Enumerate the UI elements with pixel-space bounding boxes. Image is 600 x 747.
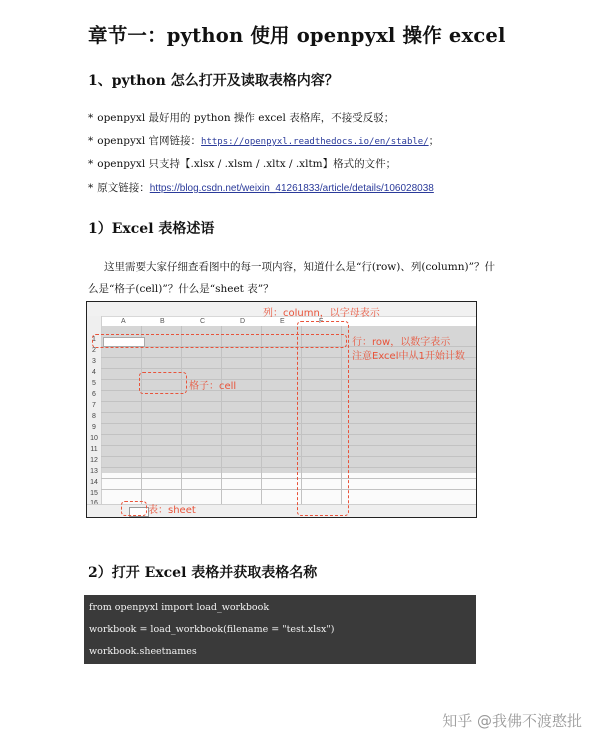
bullet-suffix: ；	[428, 135, 440, 147]
section-heading-excel-terms: 1）Excel 表格述语	[88, 221, 215, 237]
bullet-star: *	[88, 158, 94, 170]
row-number: 10	[90, 435, 98, 442]
row-number: 2	[92, 347, 96, 354]
row-number: 4	[92, 369, 96, 376]
row-number: 1	[92, 336, 96, 343]
grid-row-line	[101, 423, 476, 424]
grid-row-line	[101, 456, 476, 457]
sheet-annotation: 表：sheet	[148, 505, 196, 516]
paragraph-line: 么是“格子(cell)”？什么是“sheet 表”？	[88, 283, 274, 295]
grid-row-line	[101, 489, 476, 490]
cell-highlight-box	[139, 372, 187, 394]
openpyxl-docs-link[interactable]: https://openpyxl.readthedocs.io/en/stable/	[201, 137, 429, 147]
row-number: 14	[90, 479, 98, 486]
bullet-text: openpyxl 官网链接：	[97, 135, 202, 147]
code-line: from openpyxl import load_workbook	[89, 602, 270, 613]
bullet-text: openpyxl 最好用的 python 操作 excel 表格库，不接受反驳；	[97, 112, 395, 124]
column-header: A	[121, 318, 126, 325]
grid-row-line	[101, 478, 476, 479]
column-header: D	[240, 318, 246, 325]
code-line: workbook = load_workbook(filename = "test.xlsx")	[89, 624, 335, 635]
row-number: 6	[92, 391, 96, 398]
row-number: 12	[90, 457, 98, 464]
source-article-link[interactable]: https://blog.csdn.net/weixin_41261833/article/details/106028038	[149, 183, 434, 194]
page-title: 章节一：python 使用 openpyxl 操作 excel	[88, 24, 506, 47]
row-number: 9	[92, 424, 96, 431]
grid-row-line	[101, 368, 476, 369]
grid-row-line	[101, 445, 476, 446]
bullet-item	[88, 110, 394, 125]
grid-row-line	[101, 412, 476, 413]
row-number: 13	[90, 468, 98, 475]
bullet-item	[88, 156, 396, 171]
bullet-star: *	[88, 182, 94, 194]
row-number: 15	[90, 490, 98, 497]
bullet-item	[88, 133, 439, 148]
bullet-star: *	[88, 112, 94, 124]
section-heading-open-read: 1、python 怎么打开及读取表格内容？	[88, 73, 339, 89]
column-header: B	[160, 318, 165, 325]
grid-row-line	[101, 467, 476, 468]
cell-annotation: 格子：cell	[189, 381, 237, 392]
paragraph-line: 这里需要大家仔细查看图中的每一项内容，知道什么是“行(row)、列(column)”？什	[104, 261, 495, 273]
zhihu-watermark: 知乎 @我佛不渡憨批	[442, 712, 582, 730]
column-annotation: 列：column，以字母表示	[263, 308, 380, 319]
row-number: 3	[92, 358, 96, 365]
column-highlight-box	[297, 321, 349, 516]
column-header: F	[319, 318, 324, 325]
row-number: 11	[90, 446, 98, 453]
column-header: E	[280, 318, 285, 325]
row-number: 5	[92, 380, 96, 387]
code-line: workbook.sheetnames	[89, 646, 197, 657]
row-number: 7	[92, 402, 96, 409]
section-heading-open-sheetnames: 2）打开 Excel 表格并获取表格名称	[88, 565, 318, 581]
code-block	[84, 595, 476, 664]
bullet-item	[88, 180, 434, 195]
grid-row-line	[101, 434, 476, 435]
row-annotation: 行：row，以数字表示	[352, 337, 451, 348]
grid-row-line	[101, 401, 476, 402]
column-header: C	[200, 318, 206, 325]
row-number: 8	[92, 413, 96, 420]
bullet-text: openpyxl 只支持【.xlsx / .xlsm / .xltx / .xltm】格式的文件；	[97, 158, 397, 170]
row-annotation-note: 注意Excel中从1开始计数	[352, 351, 465, 362]
sheet-highlight-box	[121, 501, 147, 516]
bullet-star: *	[88, 135, 94, 147]
bullet-text: 原文链接：	[97, 182, 150, 194]
